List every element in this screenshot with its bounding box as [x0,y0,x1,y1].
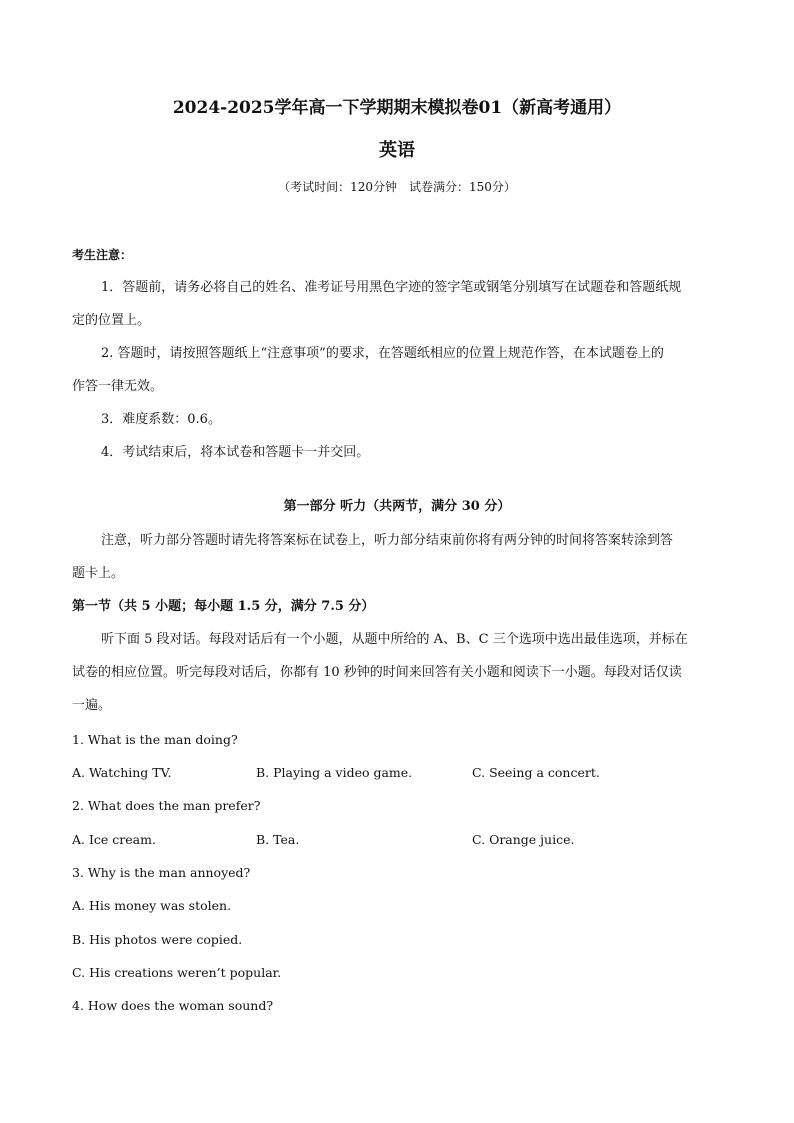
part1-note-line-1: 注意，听力部分答题时请先将答案标在试卷上，听力部分结束前你将有两分钟的时间将答案转涂到答 [101,533,674,548]
section1-instruction-line-3: 一遍。 [72,698,112,713]
notice-item-2-line-2: 作答一律无效。 [72,379,164,394]
notice-item-1-line-2: 定的位置上。 [72,313,151,328]
question-1-stem: 1. What is the man doing? [72,732,238,747]
notice-item-3: 3．难度系数：0.6。 [101,412,221,427]
exam-title: 2024-2025学年高一下学期期末模拟卷01（新高考通用） [172,98,622,118]
exam-info: （考试时间：120分钟 试卷满分：150分） [278,180,516,194]
question-1-option-b: B. Playing a video game. [256,765,413,780]
section1-instruction-line-1: 听下面 5 段对话。每段对话后有一个小题，从题中所给的 A、B、C 三个选项中选出最佳选项，并标在 [101,632,688,647]
notice-item-2-line-1: 2. 答题时，请按照答题纸上“注意事项”的要求，在答题纸相应的位置上规范作答，在本试题卷上的 [101,346,664,361]
question-3-stem: 3. Why is the man annoyed? [72,865,251,880]
question-3-option-b: B. His photos were copied. [72,932,243,947]
subject-title: 英语 [379,140,415,161]
question-2-stem: 2. What does the man prefer? [72,798,261,813]
notice-item-1-line-1: 1．答题前，请务必将自己的姓名、准考证号用黑色字迹的签字笔或钢笔分别填写在试题卷和答题纸规 [101,280,682,295]
part1-heading: 第一部分 听力（共两节，满分 30 分） [283,499,511,514]
question-1-option-c: C. Seeing a concert. [472,765,600,780]
notice-heading: 考生注意： [72,248,133,262]
part1-note-line-2: 题卡上。 [72,566,125,581]
question-2-option-b: B. Tea. [256,832,300,847]
question-2-option-c: C. Orange juice. [472,832,575,847]
question-3-option-a: A. His money was stolen. [72,898,232,913]
section1-heading: 第一节（共 5 小题；每小题 1.5 分，满分 7.5 分） [72,599,375,614]
notice-item-4: 4．考试结束后，将本试卷和答题卡一并交回。 [101,445,370,460]
section1-instruction-line-2: 试卷的相应位置。听完每段对话后，你都有 10 秒钟的时间来回答有关小题和阅读下一小题。每段对话仅读 [72,665,682,680]
question-3-option-c: C. His creations weren’t popular. [72,965,282,980]
question-2-option-a: A. Ice cream. [72,832,156,847]
question-1-option-a: A. Watching TV. [72,765,172,780]
question-4-stem: 4. How does the woman sound? [72,998,274,1013]
